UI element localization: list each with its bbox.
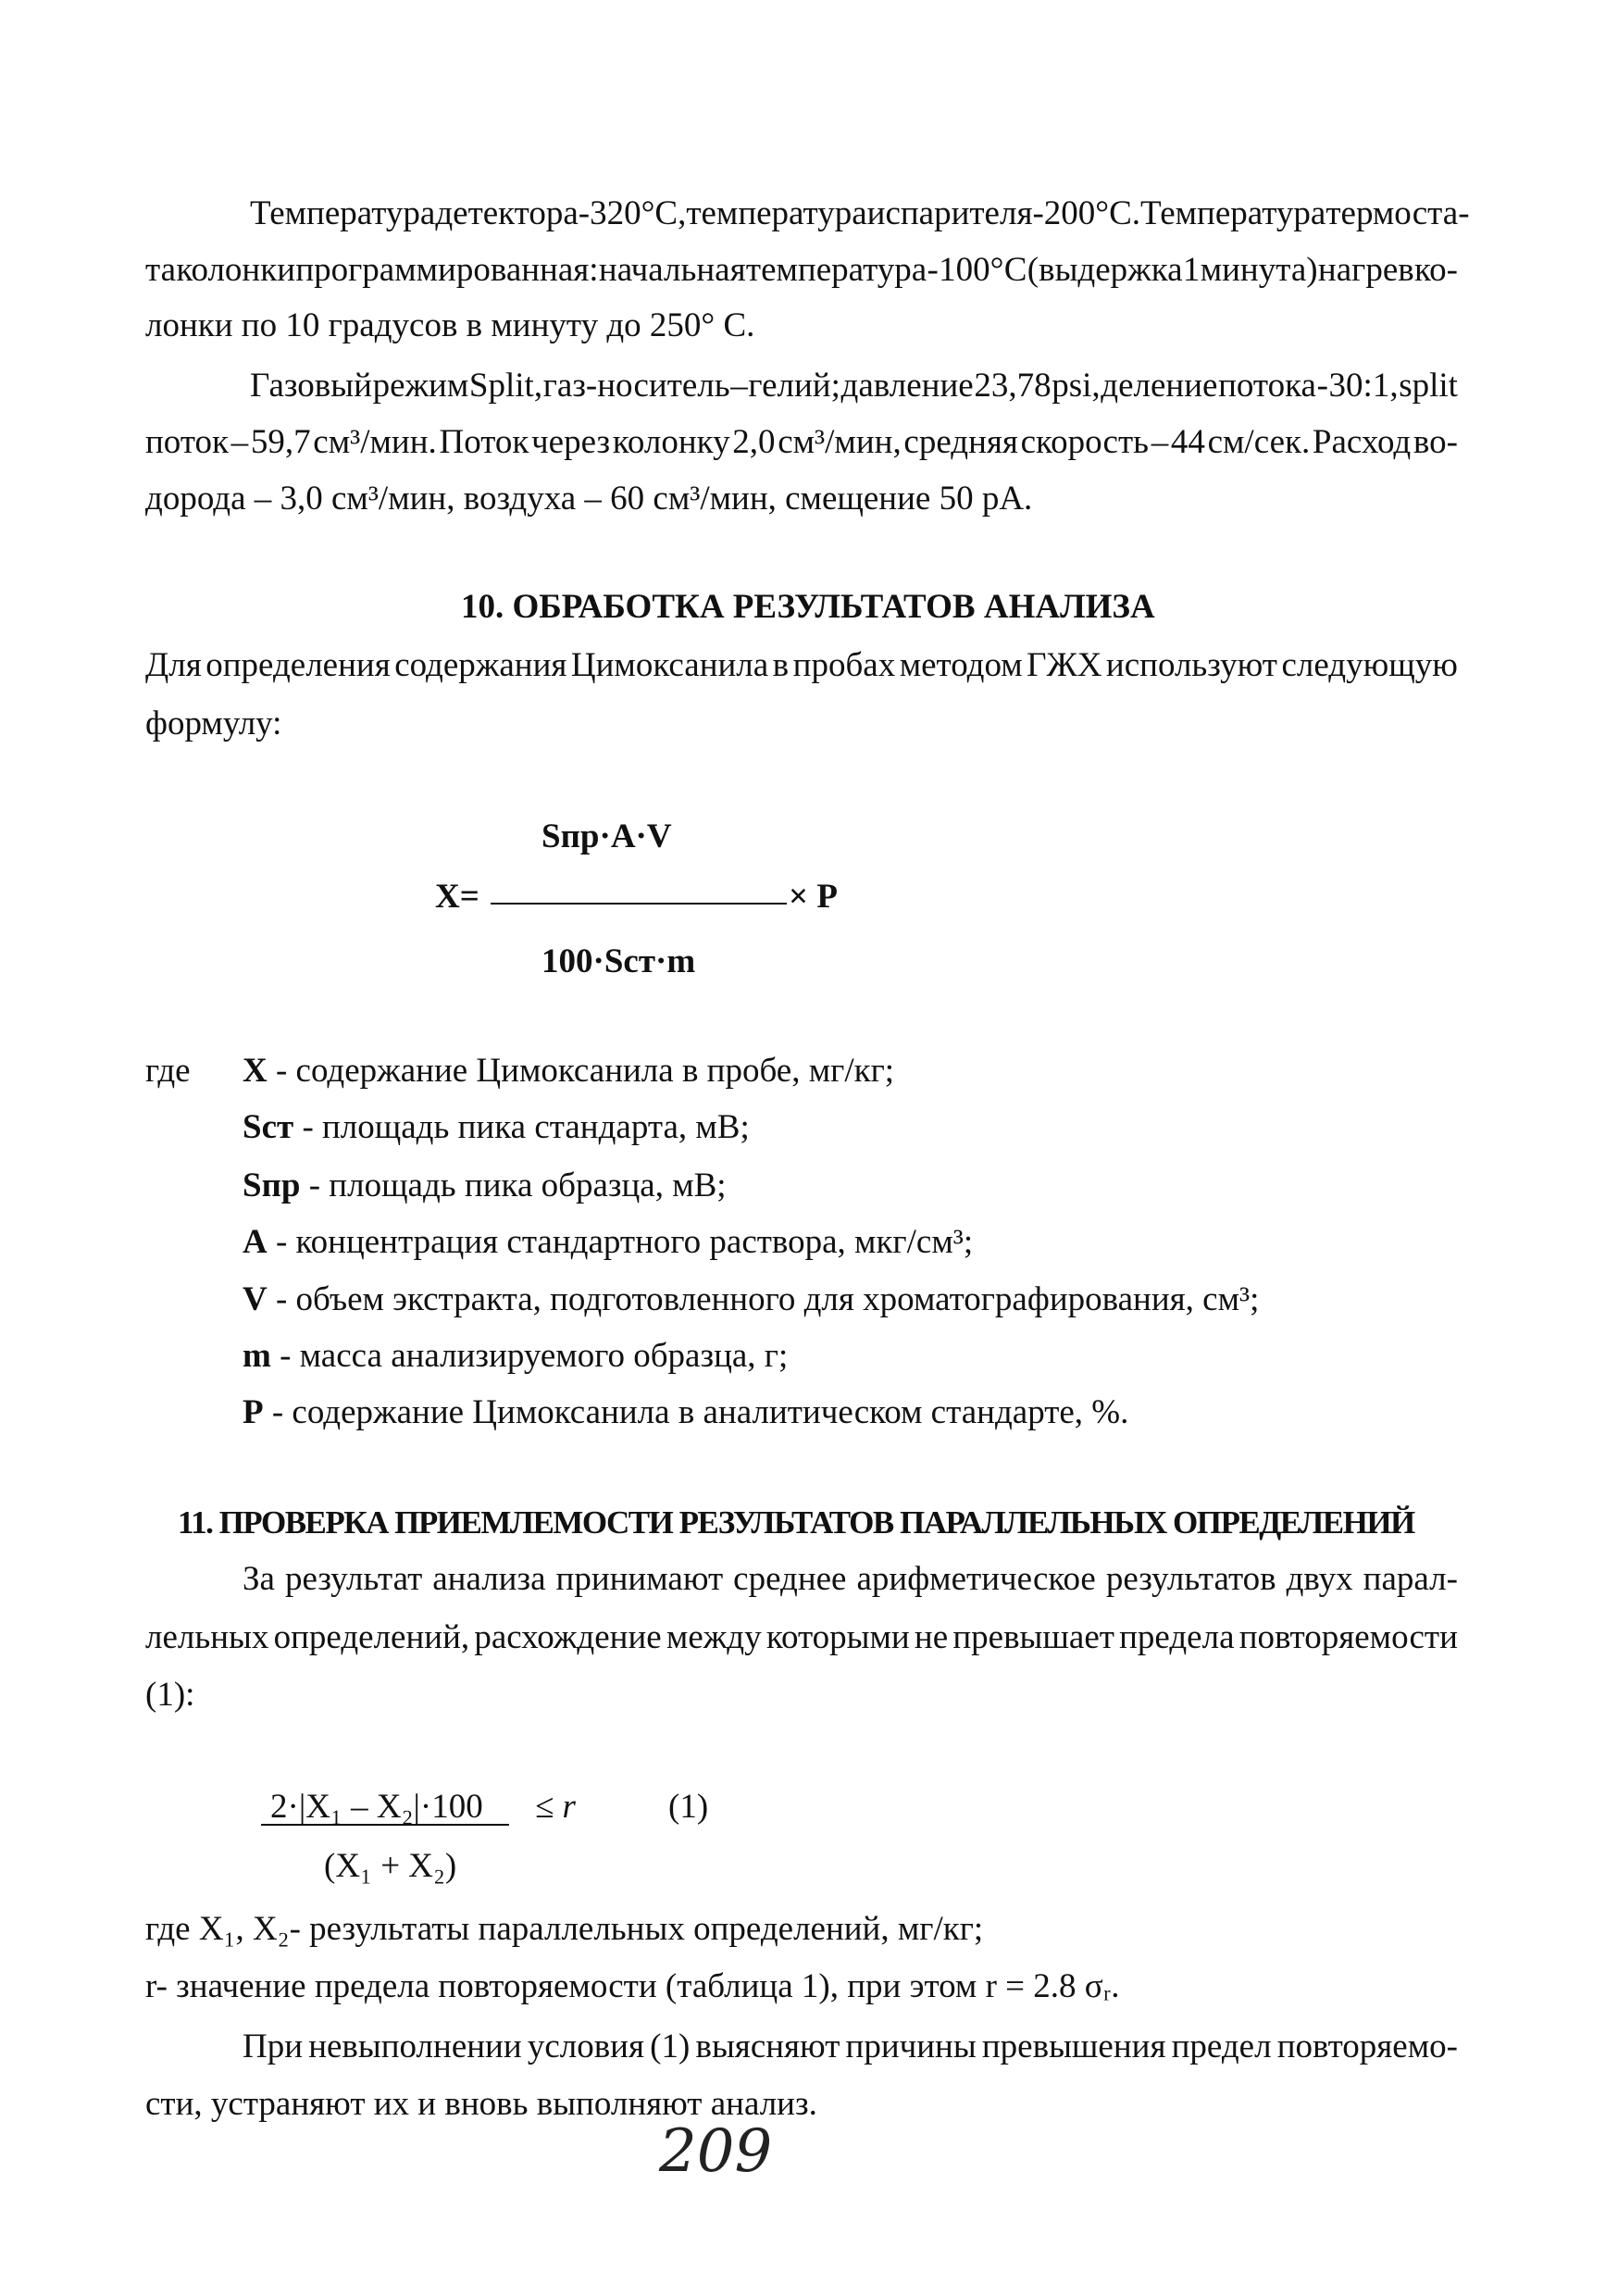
definition-text: - масса анализируемого образца, г; — [270, 1337, 789, 1375]
word: пробах — [792, 646, 896, 684]
handwritten-page-number: 209 — [659, 2117, 773, 2186]
word: 2,0 — [732, 423, 776, 461]
word: – — [1151, 423, 1169, 461]
formula-denominator: 100·Sст·m — [541, 942, 696, 980]
word: превышения — [981, 2028, 1166, 2065]
word: скорость — [1020, 423, 1150, 461]
word: содержания — [394, 646, 567, 684]
word: колонки — [176, 251, 296, 289]
section-11-where-line-2: r- значение предела повторяемости (таблица 1), при этом r = 2.8 σᵣ. — [145, 1967, 1120, 2005]
word: С, — [654, 194, 687, 232]
word: не — [914, 1618, 949, 1656]
definition-item — [243, 1282, 1259, 1316]
detector-temperature-line-1 — [250, 194, 1470, 232]
section-10-intro-line-2: формулу: — [145, 705, 282, 742]
word: С — [1003, 251, 1027, 289]
detector-temperature-line-2 — [145, 253, 1458, 287]
formula-relation: ≤ r — [535, 1788, 576, 1826]
section-11-para-line-2 — [145, 1620, 1458, 1654]
word: 59,7 — [250, 423, 311, 461]
word: ко- — [1414, 251, 1458, 289]
word: см³/мин. — [313, 423, 437, 461]
word: определений, — [273, 1618, 470, 1656]
word: превышает — [952, 1618, 1114, 1656]
word: см/сек. — [1207, 423, 1311, 461]
word: Поток — [439, 423, 529, 461]
word: парал- — [1363, 1560, 1458, 1598]
word: выясняют — [695, 2028, 840, 2065]
word: Газовый — [250, 367, 372, 405]
word: используют — [1105, 646, 1277, 684]
word: причины — [845, 2028, 977, 2065]
definition-text: - концентрация стандартного раствора, мкг/см³; — [267, 1223, 974, 1261]
word: испарителя — [866, 194, 1033, 232]
definition-text: - содержание Цимоксанила в аналитическом стандарте, %. — [263, 1393, 1129, 1431]
definition-symbol: V — [243, 1280, 268, 1318]
word: ГЖХ — [1027, 646, 1102, 684]
word: (1) — [650, 2028, 691, 2065]
section-11-where-line-1: где X₁, X₂- результаты параллельных определений, мг/кг; — [145, 1910, 984, 1948]
word: во- — [1413, 423, 1458, 461]
definition-text: - площадь пика образца, мВ; — [300, 1167, 727, 1204]
word: предела — [1119, 1618, 1235, 1656]
word: среднее — [733, 1560, 847, 1598]
word: гелий; — [748, 367, 840, 405]
word: см³/мин, — [778, 423, 902, 461]
section-10-heading: 10. ОБРАБОТКА РЕЗУЛЬТАТОВ АНАЛИЗА — [461, 588, 1155, 626]
word: 30:1, — [1328, 367, 1399, 405]
section-10-intro-line-1 — [145, 648, 1458, 682]
word: потока — [1218, 367, 1316, 405]
word: лельных — [145, 1618, 269, 1656]
definition-item — [243, 1395, 1128, 1429]
word: повторяемо- — [1276, 2028, 1458, 2065]
word: Расход — [1312, 423, 1412, 461]
word: условия — [527, 2028, 644, 2065]
definition-item — [243, 1110, 750, 1144]
word: - — [1316, 367, 1328, 405]
definition-item — [243, 1054, 894, 1088]
word: Цимоксанила — [570, 646, 769, 684]
word: детектора — [435, 194, 579, 232]
word: Для — [145, 646, 202, 684]
word: - — [927, 251, 939, 289]
gas-mode-line-2 — [145, 425, 1458, 459]
definition-symbol: m — [243, 1337, 271, 1375]
word: 320° — [590, 194, 655, 232]
gas-mode-line-3: дорода – 3,0 см³/мин, воздуха – 60 см³/мин, смещение 50 pA. — [145, 480, 1033, 518]
word: двух — [1286, 1560, 1353, 1598]
section-11-final-line-2: сти, устраняют их и вновь выполняют анализ. — [145, 2085, 817, 2123]
word: psi, — [1052, 367, 1101, 405]
gas-mode-line-1 — [250, 368, 1458, 403]
word: (выдержка — [1027, 251, 1183, 289]
formula-fraction-bar — [491, 903, 787, 905]
word: Температура — [1140, 194, 1326, 232]
word: 23,78 — [974, 367, 1052, 405]
definition-symbol: P — [243, 1393, 264, 1431]
word: – — [230, 423, 249, 461]
definition-symbol: Sпр — [243, 1167, 301, 1204]
word: При — [243, 2028, 304, 2065]
word: - — [578, 194, 591, 232]
definition-item — [243, 1225, 973, 1259]
word: через — [531, 423, 611, 461]
word: начальная — [598, 251, 746, 289]
word: газ-носитель — [542, 367, 730, 405]
section-11-para-line-3: (1): — [145, 1676, 195, 1714]
word: поток — [145, 423, 229, 461]
word: между — [666, 1618, 762, 1656]
word: средняя — [903, 423, 1018, 461]
word: арифметическое — [856, 1560, 1096, 1598]
word: та — [145, 251, 177, 289]
word: 200° — [1043, 194, 1110, 232]
formula-numerator: Sпр·A·V — [541, 817, 672, 855]
section-11-final-line-1 — [243, 2029, 1458, 2064]
word: Split, — [468, 367, 543, 405]
formula-number: (1) — [668, 1788, 709, 1826]
word: температура — [745, 251, 927, 289]
word: – — [730, 367, 748, 405]
formula-lhs: X= — [435, 878, 479, 916]
definition-symbol: Sст — [243, 1108, 294, 1146]
definition-symbol: X — [243, 1052, 268, 1090]
word: в — [772, 646, 790, 684]
word: следующую — [1281, 646, 1458, 684]
formula-rhs: × P — [789, 878, 838, 916]
word: минута) — [1200, 251, 1318, 289]
formula-numerator: 2·|X₁ – X₂|·100 — [270, 1788, 483, 1826]
word: - — [1032, 194, 1044, 232]
word: деление — [1101, 367, 1218, 405]
word: методом — [899, 646, 1023, 684]
word: анализа — [432, 1560, 546, 1598]
definition-text: - содержание Цимоксанила в пробе, мг/кг; — [267, 1052, 895, 1090]
word: невыполнении — [308, 2028, 522, 2065]
definition-symbol: A — [243, 1223, 268, 1261]
word: нагрев — [1317, 251, 1414, 289]
word: предел — [1171, 2028, 1272, 2065]
word: принимают — [555, 1560, 724, 1598]
word: которыми — [765, 1618, 910, 1656]
word: режим — [372, 367, 469, 405]
word: 100° — [939, 251, 1004, 289]
word: 44 — [1170, 423, 1205, 461]
word: повторяемости — [1238, 1618, 1458, 1656]
definition-item — [243, 1168, 727, 1203]
word: За — [243, 1560, 275, 1598]
definition-text: - площадь пика стандарта, мВ; — [293, 1108, 750, 1146]
word: температура — [686, 194, 867, 232]
word: термоста- — [1326, 194, 1470, 232]
word: результат — [284, 1560, 423, 1598]
formula-fraction-bar — [261, 1824, 509, 1826]
section-11-heading: 11. ПРОВЕРКА ПРИЕМЛЕМОСТИ РЕЗУЛЬТАТОВ ПАРАЛЛЕЛЬНЫХ ОПРЕДЕЛЕНИЙ — [178, 1504, 1414, 1541]
formula-denominator: (X₁ + X₂) — [324, 1847, 457, 1885]
word: определения — [205, 646, 391, 684]
definition-text: - объем экстракта, подготовленного для хроматографирования, см³; — [267, 1280, 1260, 1318]
word: Температура — [250, 194, 436, 232]
word: давление — [840, 367, 974, 405]
word: расхождение — [474, 1618, 662, 1656]
word: split — [1399, 367, 1458, 405]
section-11-para-line-1 — [243, 1562, 1458, 1596]
detector-temperature-line-3: лонки по 10 градусов в минуту до 250° С. — [145, 306, 755, 344]
word: программированная: — [295, 251, 599, 289]
word: результатов — [1105, 1560, 1276, 1598]
word: 1 — [1182, 251, 1201, 289]
definition-item — [243, 1339, 788, 1373]
where-label: где — [145, 1052, 191, 1090]
word: колонку — [612, 423, 730, 461]
word: С. — [1109, 194, 1141, 232]
